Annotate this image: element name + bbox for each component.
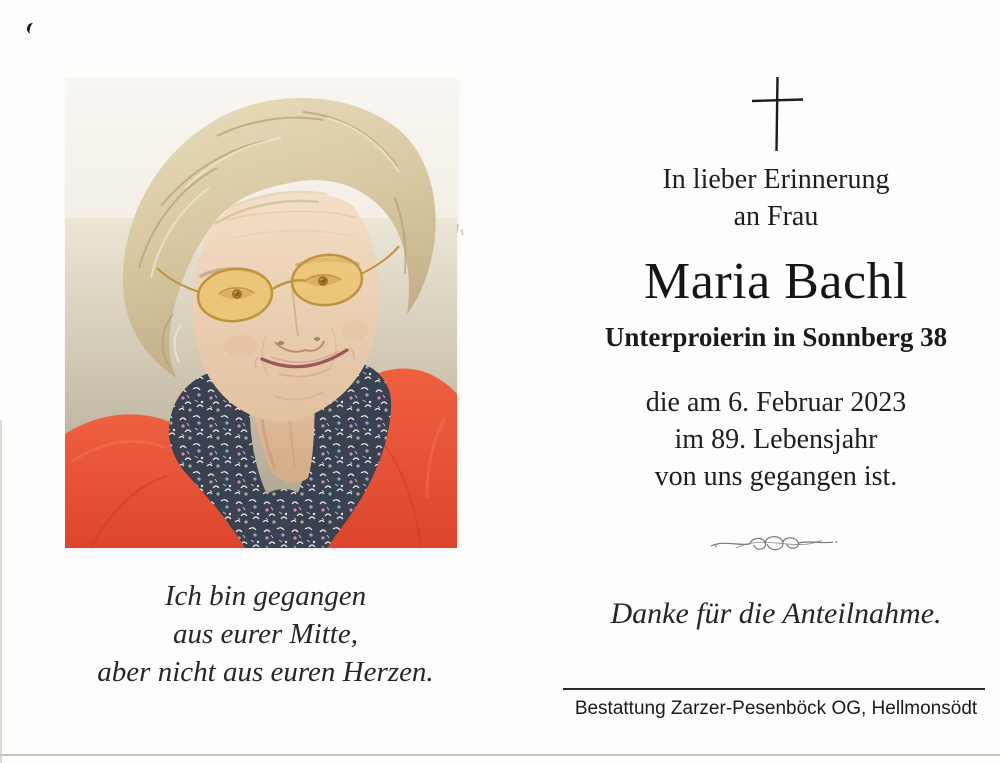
memorial-verse (63, 577, 468, 691)
cross-icon (744, 74, 810, 154)
divider-line (563, 688, 985, 690)
verse-line-1: Ich bin gegangen (164, 580, 367, 612)
funeral-home-imprint: Bestattung Zarzer-Pesenböck OG, Hellmonsödt (574, 698, 978, 719)
verse-line-3: aber nicht aus euren Herzen. (97, 656, 434, 688)
memorial-intro (545, 161, 1000, 235)
deceased-subtitle: Unterproierin in Sonnberg 38 (604, 322, 948, 352)
scan-left-edge (0, 420, 2, 763)
passing-line-3: von uns gegangen ist. (654, 461, 898, 492)
scan-bottom-edge (0, 754, 1000, 756)
scan-speck-artifact (26, 22, 39, 35)
deceased-name: Maria Bachl (644, 253, 908, 310)
passing-line-2: im 89. Lebensjahr (674, 424, 878, 455)
thanks-text: Danke für die Anteilnahme. (610, 597, 942, 630)
verse-line-2: aus eurer Mitte, (173, 618, 358, 650)
flourish-ornament-icon (707, 531, 843, 557)
portrait-photo (65, 78, 457, 548)
portrait-illustration (65, 78, 457, 548)
scan-tick-artifact (460, 229, 463, 235)
intro-line-2: an Frau (733, 201, 819, 232)
passing-line-1: die am 6. Februar 2023 (645, 387, 907, 418)
passing-text (545, 384, 1000, 495)
intro-line-1: In lieber Erinnerung (662, 164, 890, 195)
